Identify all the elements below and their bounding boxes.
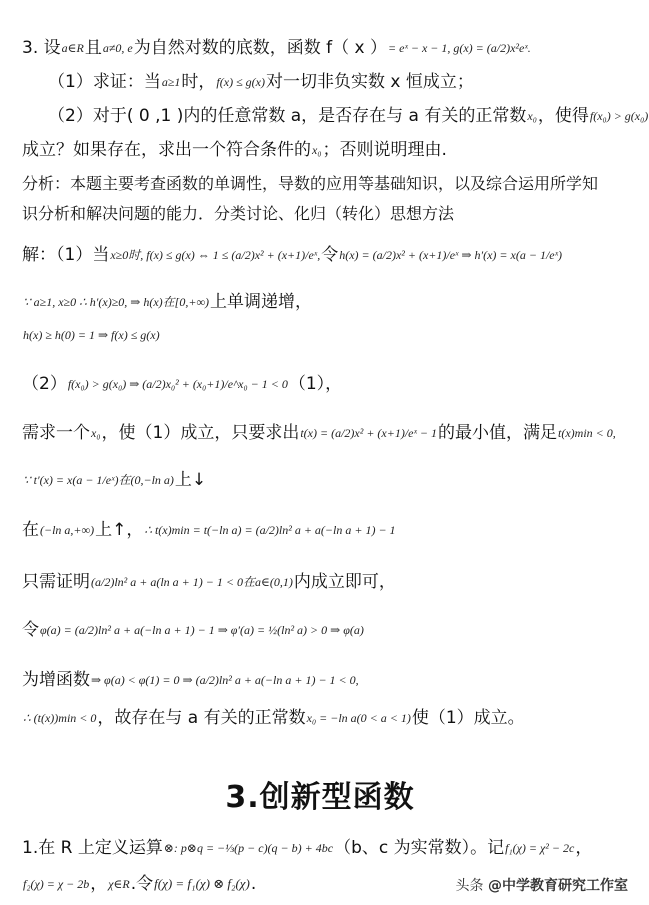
- formula: x₀: [312, 143, 322, 157]
- text: ，故存在与 a 有关的正常数: [97, 708, 306, 728]
- solution-line-7: [22, 518, 630, 542]
- formula: f₂(χ) = χ − 2b: [23, 877, 90, 891]
- text: 为增函数: [22, 670, 90, 690]
- text: （2）对于( 0 ,1 )内的任意常数 a，是否存在与 a 有关的正常数: [48, 106, 527, 126]
- text: ，使（1）成立，只要求出: [101, 423, 300, 443]
- text: 解：（1）当: [22, 245, 110, 265]
- formula: ∵ a≥1, x≥0 ∴ h′(x)≥0, ⇒ h(x)在[0,+∞): [23, 295, 209, 309]
- problem-line-3: [48, 104, 649, 128]
- formula: x≥0时, f(x) ≤ g(x) ⇔ 1 ≤ (a/2)x² + (x+1)/eˣ,: [110, 248, 321, 262]
- text: 令: [22, 620, 39, 640]
- solution-line-10: [22, 668, 630, 692]
- formula: f₁(χ) = χ² − 2c: [505, 841, 575, 855]
- text: ，: [575, 838, 593, 858]
- formula: f(x₀) > g(x₀): [589, 109, 649, 123]
- formula: ∴ (t(x))min < 0: [23, 711, 97, 725]
- solution-line-8: [22, 570, 630, 594]
- formula: f(x₀) > g(x₀) ⇒ (a/2)x₀² + (x₀+1)/e^x₀ − 1 < 0: [67, 377, 288, 391]
- text: 为自然对数的底数，函数 f（ x ）: [133, 38, 388, 58]
- solution-line-1: [22, 243, 630, 267]
- text: 上↓: [174, 470, 207, 490]
- problem-number: 1.在 R 上定义运算: [22, 838, 163, 858]
- text: ，使得: [537, 106, 589, 126]
- formula: h(x) ≥ h(0) = 1 ⇒ f(x) ≤ g(x): [23, 328, 160, 342]
- formula: t(x)min < 0,: [558, 426, 616, 440]
- text: 成立？如果存在，求出一个符合条件的: [22, 140, 311, 160]
- problem-line-2: [48, 70, 630, 94]
- text: 且: [84, 38, 102, 58]
- formula: x₀: [91, 426, 101, 440]
- text: 对一切非负实数 x 恒成立；: [265, 72, 474, 92]
- section-title: 3.创新型函数: [225, 780, 415, 815]
- formula: ⊗: p⊗q = −⅓(p − c)(q − b) + 4bc: [163, 841, 334, 855]
- problem-line-4: [22, 138, 630, 162]
- formula: ⇒ φ(a) < φ(1) = 0 ⇒ (a/2)ln² a + a(−ln a + 1) − 1 < 0,: [91, 673, 359, 687]
- text: 上单调递增，: [210, 292, 312, 312]
- formula: χ∈R: [108, 877, 130, 891]
- watermark: [456, 875, 628, 895]
- text: 内成立即可，: [293, 572, 396, 592]
- text: 令: [321, 245, 339, 265]
- problem-number: 3. 设: [22, 38, 61, 58]
- text: 只需证明: [22, 572, 90, 592]
- text: 使（1）成立。: [411, 708, 525, 728]
- analysis-line-1: 分析：本题主要考查函数的单调性，导数的应用等基础知识，以及综合运用所学知: [22, 174, 599, 193]
- text: 上↑，: [95, 520, 144, 540]
- formula: (a/2)ln² a + a(ln a + 1) − 1 < 0在a∈(0,1): [91, 575, 293, 589]
- formula: φ(a) = (a/2)ln² a + a(−ln a + 1) − 1 ⇒ φ′(a) = ½(ln² a) > 0 ⇒ φ(a): [40, 623, 364, 637]
- formula: f(x) ≤ g(x): [216, 75, 265, 89]
- text: 的最小值，满足: [438, 423, 557, 443]
- formula: f(χ) = f₁(χ) ⊗ f₂(χ): [154, 876, 250, 891]
- text: （1），: [288, 374, 343, 394]
- formula: h(x) = (a/2)x² + (x+1)/eˣ ⇒ h′(x) = x(a − 1/eˣ): [339, 248, 562, 262]
- formula: x₀: [527, 109, 537, 123]
- solution-line-6: [22, 468, 630, 492]
- formula: ∵ t′(x) = x(a − 1/eˣ)在(0,−ln a): [23, 473, 174, 487]
- text: （b、c 为实常数）。记: [334, 838, 505, 858]
- text: ；否则说明理由.: [322, 140, 447, 160]
- text: 在: [22, 520, 39, 540]
- text: ，: [90, 874, 108, 894]
- formula: x₀ = −ln a(0 < a < 1): [306, 711, 411, 725]
- solution-line-2: [22, 290, 630, 314]
- formula: a∈R: [61, 41, 84, 55]
- formula: t(x) = (a/2)x² + (x+1)/eˣ − 1: [300, 426, 437, 440]
- watermark-source: 头条: [455, 878, 484, 894]
- solution-line-3: [22, 323, 630, 347]
- problem2-line-1: [22, 836, 630, 860]
- formula: = eˣ − x − 1, g(x) = (a/2)x²eˣ.: [388, 41, 531, 55]
- solution-line-5: [22, 421, 630, 445]
- solution-line-9: [22, 618, 630, 642]
- analysis-line-2: 识分析和解决问题的能力．分类讨论、化归（转化）思想方法: [22, 204, 455, 223]
- text: 时，: [181, 72, 216, 92]
- formula: ∴ t(x)min = t(−ln a) = (a/2)ln² a + a(−ln a + 1) − 1: [144, 523, 396, 537]
- formula: a≠0, e: [102, 41, 133, 55]
- problem-line-1: [22, 36, 630, 60]
- watermark-handle: @中学教育研究工作室: [488, 878, 628, 894]
- solution-line-4: [22, 372, 630, 396]
- text: 需求一个: [22, 423, 90, 443]
- formula: (−ln a,+∞): [40, 523, 95, 537]
- formula: a≥1: [161, 75, 181, 89]
- solution-line-11: [22, 706, 630, 730]
- text: .: [250, 874, 257, 894]
- text: （1）求证：当: [48, 72, 161, 92]
- text: .令: [130, 874, 154, 894]
- text: （2）: [22, 374, 67, 394]
